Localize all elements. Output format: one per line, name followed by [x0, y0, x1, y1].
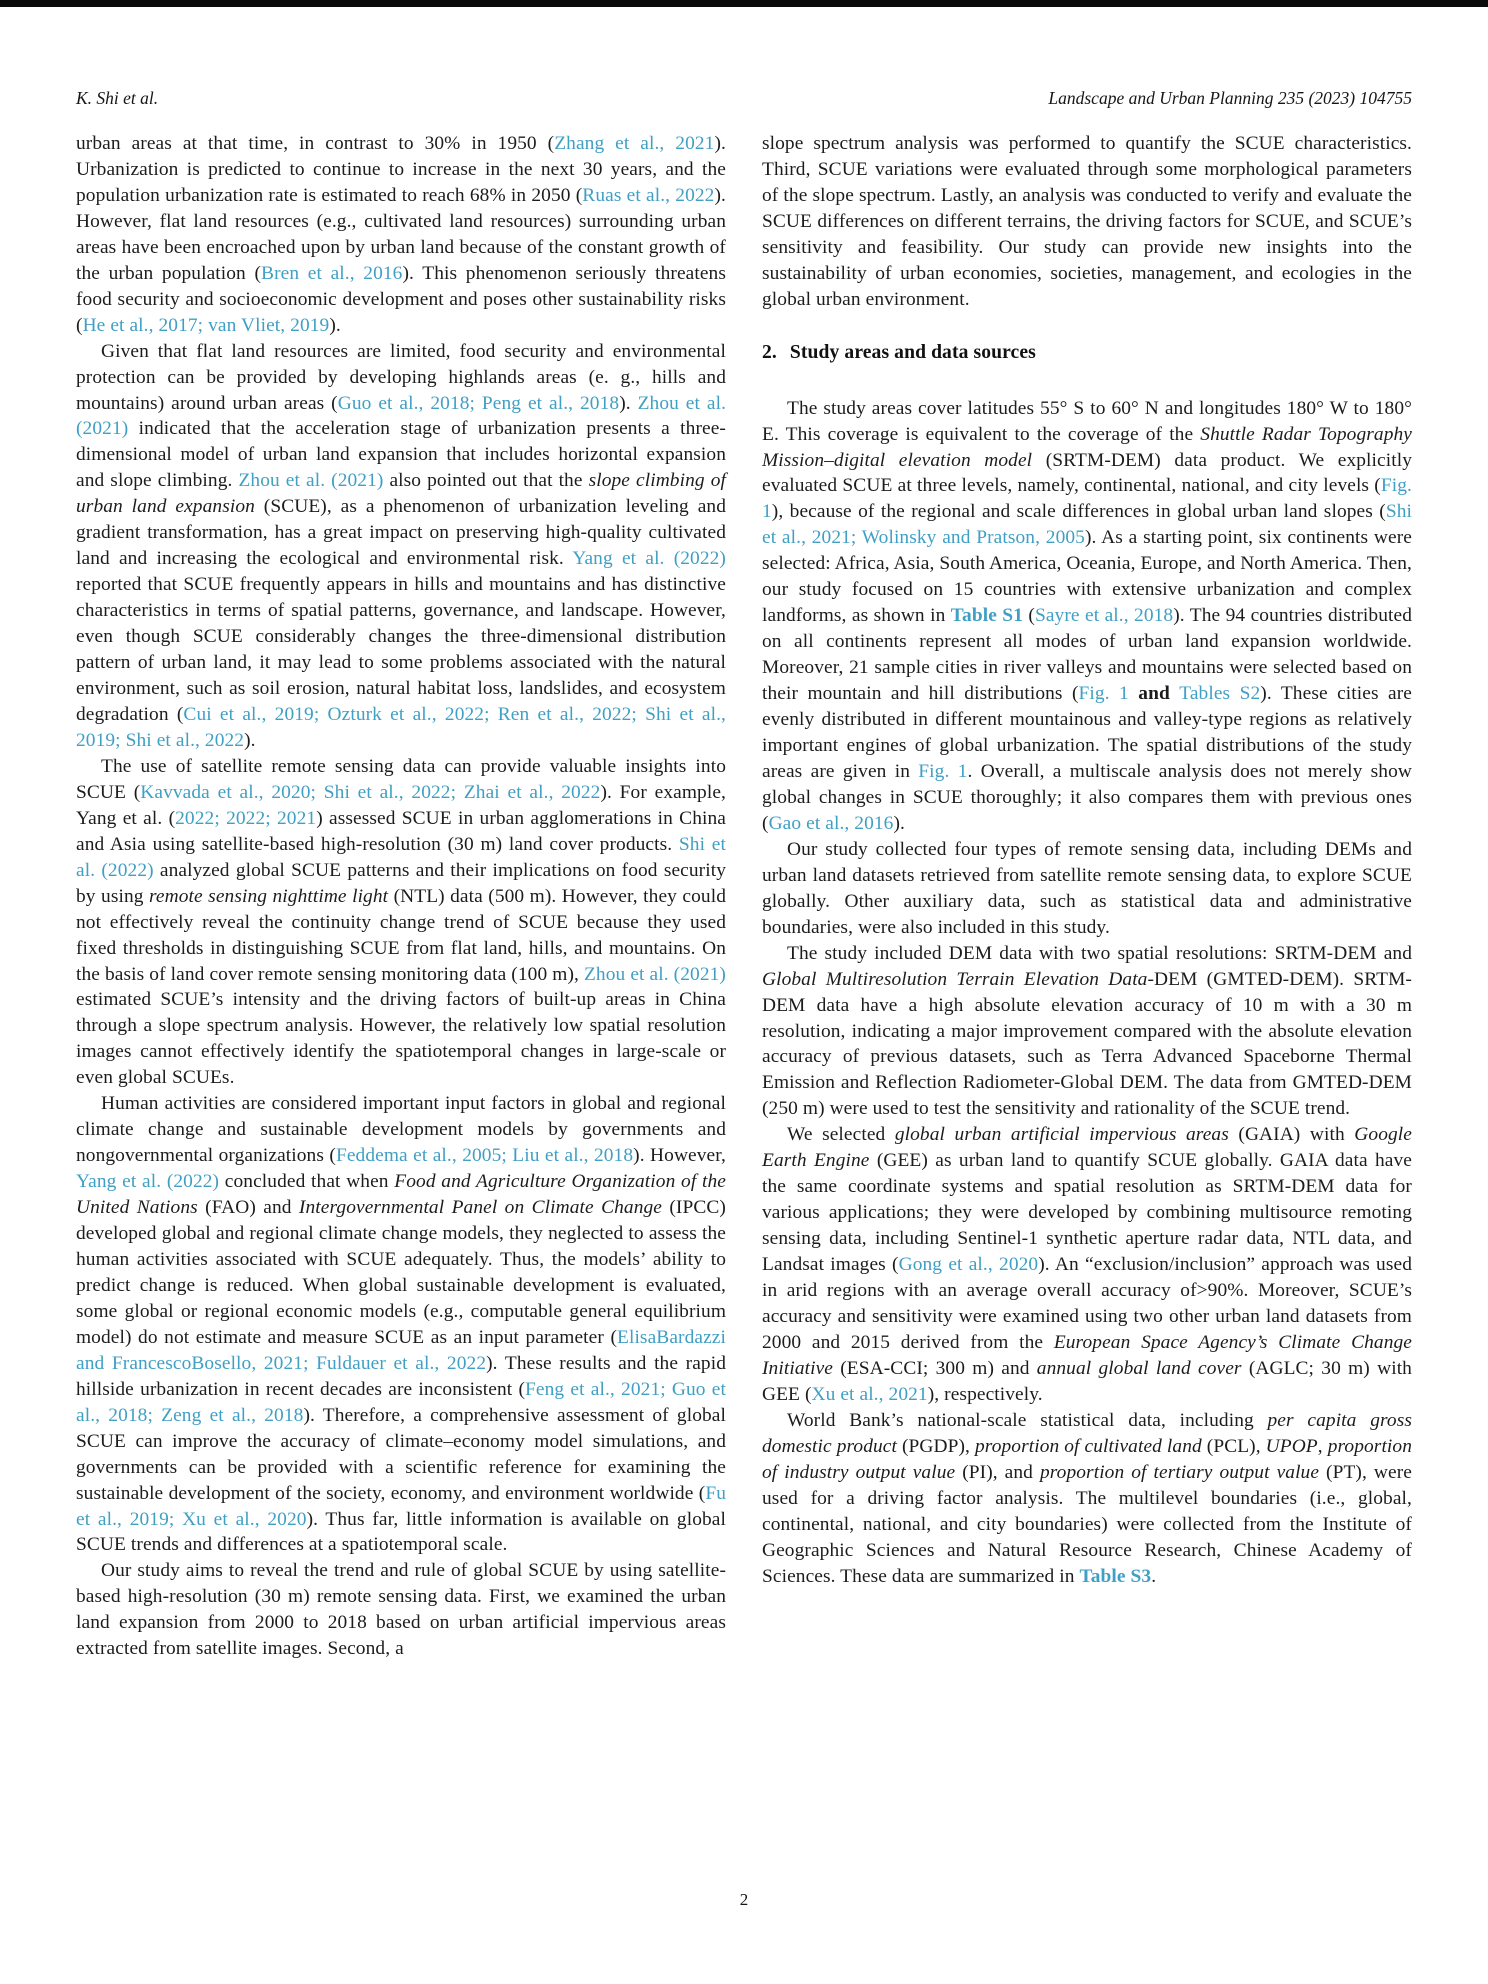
section-number: 2.: [762, 341, 777, 363]
paragraph: [762, 941, 1412, 1123]
paragraph: [762, 837, 1412, 941]
italic-text-run: proportion of industry output value: [762, 1435, 1413, 1483]
citation-link[interactable]: Shi et al. (2022): [76, 833, 726, 881]
citation-link[interactable]: Table S1: [950, 605, 1023, 627]
italic-text-run: per capita gross domestic product: [762, 1409, 1412, 1457]
page-number: 2: [739, 1890, 749, 1909]
text-run: ). Thus far, little information is available on global SCUE trends and differences at a spatiotemporal scale.: [76, 1508, 726, 1556]
text-run: ). As a starting point, six continents were selected: Africa, Asia, South America, Oceania, Europe, and North America. Then, our study focused on 15 countries with extensive urbanization and complex landforms, as shown in: [762, 527, 1413, 627]
text-run: ) assessed SCUE in urban agglomerations in China and Asia using satellite-based high-resolution (30 m) land cover products.: [76, 807, 726, 855]
text-run: Human activities are considered important input factors in global and regional climate change and sustainable development models by governments and nongovernmental organizations (: [76, 1093, 726, 1167]
text-run: The use of satellite remote sensing data can provide valuable insights into SCUE (: [76, 755, 726, 803]
right-column: [762, 131, 1412, 1662]
paragraph: [762, 1122, 1412, 1407]
text-run: ). The 94 countries distributed on all continents represent all modes of urban land expansion worldwide. Moreover, 21 sample cities in river valleys and mountains were selected based on their mountain and hill distributions (: [762, 605, 1412, 705]
text-run: ). These cities are evenly distributed in different mountainous and valley-type regions as relatively important engines of global urbanization. The spatial distributions of the study areas are given in: [762, 683, 1412, 782]
text-run: (SRTM-DEM) data product. We explicitly evaluated SCUE at three levels, namely, continental, national, and city levels (: [762, 449, 1412, 497]
text-run: estimated SCUE’s intensity and the driving factors of built-up areas in China through a slope spectrum analysis. However, the relatively low spatial resolution images cannot effectively identify the spatiotemporal changes in large-scale or even global SCUEs.: [76, 989, 726, 1089]
text-run: . Overall, a multiscale analysis does not merely show global changes in SCUE thoroughly; it also compares them with previous ones (: [762, 760, 1412, 834]
citation-link[interactable]: Zhang et al., 2021: [554, 133, 715, 154]
citation-link[interactable]: Table S3: [1079, 1565, 1152, 1587]
italic-text-run: global urban artificial impervious areas: [894, 1124, 1229, 1146]
citation-link[interactable]: Sayre et al., 2018: [1034, 605, 1174, 627]
page-footer: [0, 1890, 1488, 1910]
citation-link[interactable]: Fu et al., 2019; Xu et al., 2020: [76, 1482, 726, 1530]
two-column-body: [76, 131, 1412, 1662]
paragraph: [76, 131, 726, 339]
text-run: analyzed global SCUE patterns and their implications on food security by using: [76, 859, 726, 907]
bold-text-run: and: [1128, 683, 1180, 705]
text-run: ).: [244, 729, 256, 751]
citation-link[interactable]: Bren et al., 2016: [261, 262, 403, 284]
text-run: ). These results and the rapid hillside urbanization in recent decades are inconsistent (: [76, 1352, 726, 1400]
text-run: ), respectively.: [927, 1383, 1043, 1405]
citation-link[interactable]: Feddema et al., 2005; Liu et al., 2018: [335, 1145, 634, 1167]
text-run: (NTL) data (500 m). However, they could not effectively reveal the continuity change trend of SCUE because they used fixed thresholds in distinguishing SCUE from flat land, hills, and mountains. On the basis of land cover remote sensing monitoring data (100 m),: [76, 885, 726, 985]
paragraph: [762, 1408, 1412, 1590]
text-run: We selected: [787, 1124, 895, 1146]
citation-link[interactable]: Zhou et al. (2021): [583, 963, 726, 985]
citation-link[interactable]: Shi et al., 2021; Wolinsky and Pratson, 2005: [762, 501, 1412, 549]
italic-text-run: slope climbing of urban land expansion: [76, 470, 726, 518]
paragraph: [762, 131, 1412, 313]
text-run: indicated that the acceleration stage of urbanization presents a three-dimensional model of urban land expansion that includes horizontal expansion and slope climbing.: [76, 418, 726, 492]
text-run: slope spectrum analysis was performed to quantify the SCUE characteristics. Third, SCUE variations were evaluated through some morphological parameters of the slope spectrum. Lastly, an analysis was conducted to verify and evaluate the SCUE differences on different terrains, the driving factors for SCUE, and SCUE’s sensitivity and feasibility. Our study can provide new insights into the sustainability of urban economies, societies, management, and ecologies in the global urban environment.: [762, 133, 1412, 310]
citation-link[interactable]: He et al., 2017; van Vliet, 2019: [82, 314, 330, 336]
citation-link[interactable]: Fig. 1: [1078, 683, 1129, 705]
citation-link[interactable]: Kavvada et al., 2020; Shi et al., 2022; Zhai et al., 2022: [140, 781, 601, 803]
text-run: (PGDP),: [897, 1435, 975, 1457]
text-run: (IPCC) developed global and regional climate change models, they neglected to assess the human activities associated with SCUE adequately. Thus, the models’ ability to predict change is reduced. When global sustainable development is evaluated, some global or regional economic models (e.g., computable general equilibrium model) do not estimate and measure SCUE as an input parameter (: [76, 1197, 726, 1348]
text-run: Our study collected four types of remote sensing data, including DEMs and urban land datasets retrieved from satellite remote sensing data, to explore SCUE globally. Other auxiliary data, such as statistical data and administrative boundaries, were also included in this study.: [762, 838, 1412, 938]
text-run: (PI), and: [955, 1461, 1040, 1483]
citation-link[interactable]: Gong et al., 2020: [898, 1254, 1039, 1276]
text-run: ). An “exclusion/inclusion” approach was used in arid regions with an average overall accuracy of>90%. Moreover, SCUE’s accuracy and sensitivity were examined using two other urban land datasets from 2000 and 2015 derived from the: [762, 1254, 1413, 1353]
italic-text-run: Food and Agriculture Organization of the United Nations: [76, 1171, 726, 1219]
italic-text-run: Shuttle Radar Topography Mission–digital elevation model: [762, 423, 1412, 471]
text-run: urban areas at that time, in contrast to 30% in 1950 (: [76, 133, 555, 154]
text-run: ,: [1317, 1435, 1328, 1457]
citation-link[interactable]: Gao et al., 2016: [768, 812, 894, 834]
text-run: Given that flat land resources are limited, food security and environmental protection can be provided by developing highlands areas (e. g., hills and mountains) around urban areas (: [76, 340, 726, 414]
citation-link[interactable]: Feng et al., 2021; Guo et al., 2018; Zeng et al., 2018: [76, 1378, 726, 1426]
italic-text-run: Google Earth Engine: [762, 1124, 1412, 1172]
text-run: (AGLC; 30 m) with GEE (: [762, 1357, 1412, 1405]
top-rule: [0, 0, 1488, 7]
text-run: (FAO) and: [197, 1197, 299, 1219]
text-run: (PT), were used for a driving factor analysis. The multilevel boundaries (i.e., global, continental, national, and city boundaries) were collected from the Institute of Geographic Sciences and Natural Resource Research, Chinese Academy of Sciences. These data are summarized in: [762, 1461, 1412, 1587]
text-run: reported that SCUE frequently appears in hills and mountains and has distinctive characteristics in terms of spatial patterns, governance, and landscape. However, even though SCUE considerably changes the three-dimensional distribution pattern of urban land, it may lead to some problems associated with the natural environment, such as soil erosion, natural habitat loss, landslides, and ecosystem degradation (: [76, 574, 726, 725]
running-author: K. Shi et al.: [76, 88, 159, 108]
citation-link[interactable]: 2022; 2022; 2021: [175, 807, 317, 829]
citation-link[interactable]: Zhou et al. (2021): [76, 392, 727, 440]
citation-link[interactable]: Yang et al. (2022): [572, 548, 726, 570]
text-run: (GAIA) with: [1228, 1124, 1355, 1146]
text-run: ). Urbanization is predicted to continue to increase in the next 30 years, and the population urbanization rate is estimated to reach 68% in 2050 (: [76, 133, 726, 206]
citation-link[interactable]: Yang et al. (2022): [76, 1171, 220, 1193]
text-run: World Bank’s national-scale statistical data, including: [787, 1409, 1268, 1431]
paragraph: [76, 754, 726, 1091]
italic-text-run: Global Multiresolution Terrain Elevation Data: [762, 968, 1148, 990]
left-column: [76, 131, 726, 1662]
text-run: ).: [619, 392, 638, 414]
citation-link[interactable]: Guo et al., 2018; Peng et al., 2018: [337, 392, 620, 414]
citation-link[interactable]: Fig. 1: [762, 475, 1412, 523]
text-run: ). This phenomenon seriously threatens food security and socioeconomic development and poses other sustainability risks (: [76, 262, 726, 336]
citation-link[interactable]: Xu et al., 2021: [811, 1383, 928, 1405]
italic-text-run: remote sensing nighttime light: [149, 885, 389, 907]
italic-text-run: annual global land cover: [1036, 1357, 1242, 1379]
italic-text-run: proportion of tertiary output value: [1039, 1461, 1320, 1483]
citation-link[interactable]: ElisaBardazzi and FrancescoBosello, 2021; Fuldauer et al., 2022: [76, 1326, 726, 1374]
text-run: .: [1151, 1565, 1157, 1587]
section-heading: [762, 340, 1412, 366]
paragraph: [762, 396, 1412, 837]
text-run: (ESA-CCI; 300 m) and: [833, 1357, 1037, 1379]
text-run: ), because of the regional and scale differences in global urban land slopes (: [771, 501, 1386, 523]
text-run: concluded that when: [219, 1171, 395, 1193]
text-run: (GEE) as urban land to quantify SCUE globally. GAIA data have the same coordinate systems and spatial resolution as SRTM-DEM data for various applications; they were developed by combining multisource remoting sensing data, including Sentinel-1 synthetic aperture radar data, NTL data, and Landsat images (: [762, 1150, 1413, 1276]
text-run: (: [1023, 605, 1035, 627]
text-run: ).: [893, 812, 905, 834]
text-run: ). However,: [633, 1145, 726, 1167]
paragraph: [76, 1091, 726, 1558]
text-run: The study included DEM data with two spatial resolutions: SRTM-DEM and: [787, 942, 1412, 964]
italic-text-run: European Space Agency’s Climate Change Initiative: [762, 1331, 1413, 1379]
paragraph: [76, 339, 726, 754]
citation-link[interactable]: Tables S2: [1179, 683, 1261, 705]
text-run: ). However, flat land resources (e.g., cultivated land resources) surrounding urban areas have been encroached upon by urban land because of the constant growth of the urban population (: [76, 184, 726, 284]
text-run: -DEM (GMTED-DEM). SRTM-DEM data have a high absolute elevation accuracy of 10 m with a 30 m resolution, indicating a major improvement compared with the absolute elevation accuracy of previous datasets, such as Terra Advanced Spaceborne Thermal Emission and Reflection Radiometer-Global DEM. The data from GMTED-DEM (250 m) were used to test the sensitivity and rationality of the SCUE trend.: [762, 968, 1412, 1120]
text-run: Our study aims to reveal the trend and rule of global SCUE by using satellite-based high-resolution (30 m) remote sensing data. First, we examined the urban land expansion from 2000 to 2018 based on urban artificial impervious areas extracted from satellite images. Second, a: [76, 1560, 726, 1660]
italic-text-run: Intergovernmental Panel on Climate Change: [298, 1197, 662, 1219]
running-journal-title: Landscape and Urban Planning 235 (2023) 104755: [1048, 88, 1412, 108]
citation-link[interactable]: Cui et al., 2019; Ozturk et al., 2022; Ren et al., 2022; Shi et al., 2019; Shi et al., 2022: [76, 703, 726, 751]
italic-text-run: proportion of cultivated land: [974, 1435, 1202, 1457]
citation-link[interactable]: Fig. 1: [918, 760, 968, 782]
text-run: ).: [329, 314, 341, 336]
section-title: Study areas and data sources: [789, 341, 1036, 363]
page-header: [76, 88, 1412, 109]
citation-link[interactable]: Zhou et al. (2021): [238, 470, 384, 492]
text-run: The study areas cover latitudes 55° S to 60° N and longitudes 180° W to 180° E. This coverage is equivalent to the coverage of the: [762, 397, 1412, 445]
text-run: ). Therefore, a comprehensive assessment of global SCUE can improve the accuracy of climate–economy model simulations, and governments can be provided with a scientific reference for examining the sustainable development of the society, economy, and environment worldwide (: [76, 1404, 726, 1504]
italic-text-run: UPOP: [1265, 1435, 1318, 1457]
text-run: (PCL),: [1201, 1435, 1266, 1457]
paragraph: [76, 1558, 726, 1662]
citation-link[interactable]: Ruas et al., 2022: [582, 184, 715, 206]
text-run: ). For example, Yang et al. (: [76, 781, 726, 829]
text-run: (SCUE), as a phenomenon of urbanization leveling and gradient transformation, has a great impact on preserving high-quality cultivated land and increasing the ecological and environmental risk.: [76, 496, 726, 570]
text-run: also pointed out that the: [383, 470, 589, 492]
